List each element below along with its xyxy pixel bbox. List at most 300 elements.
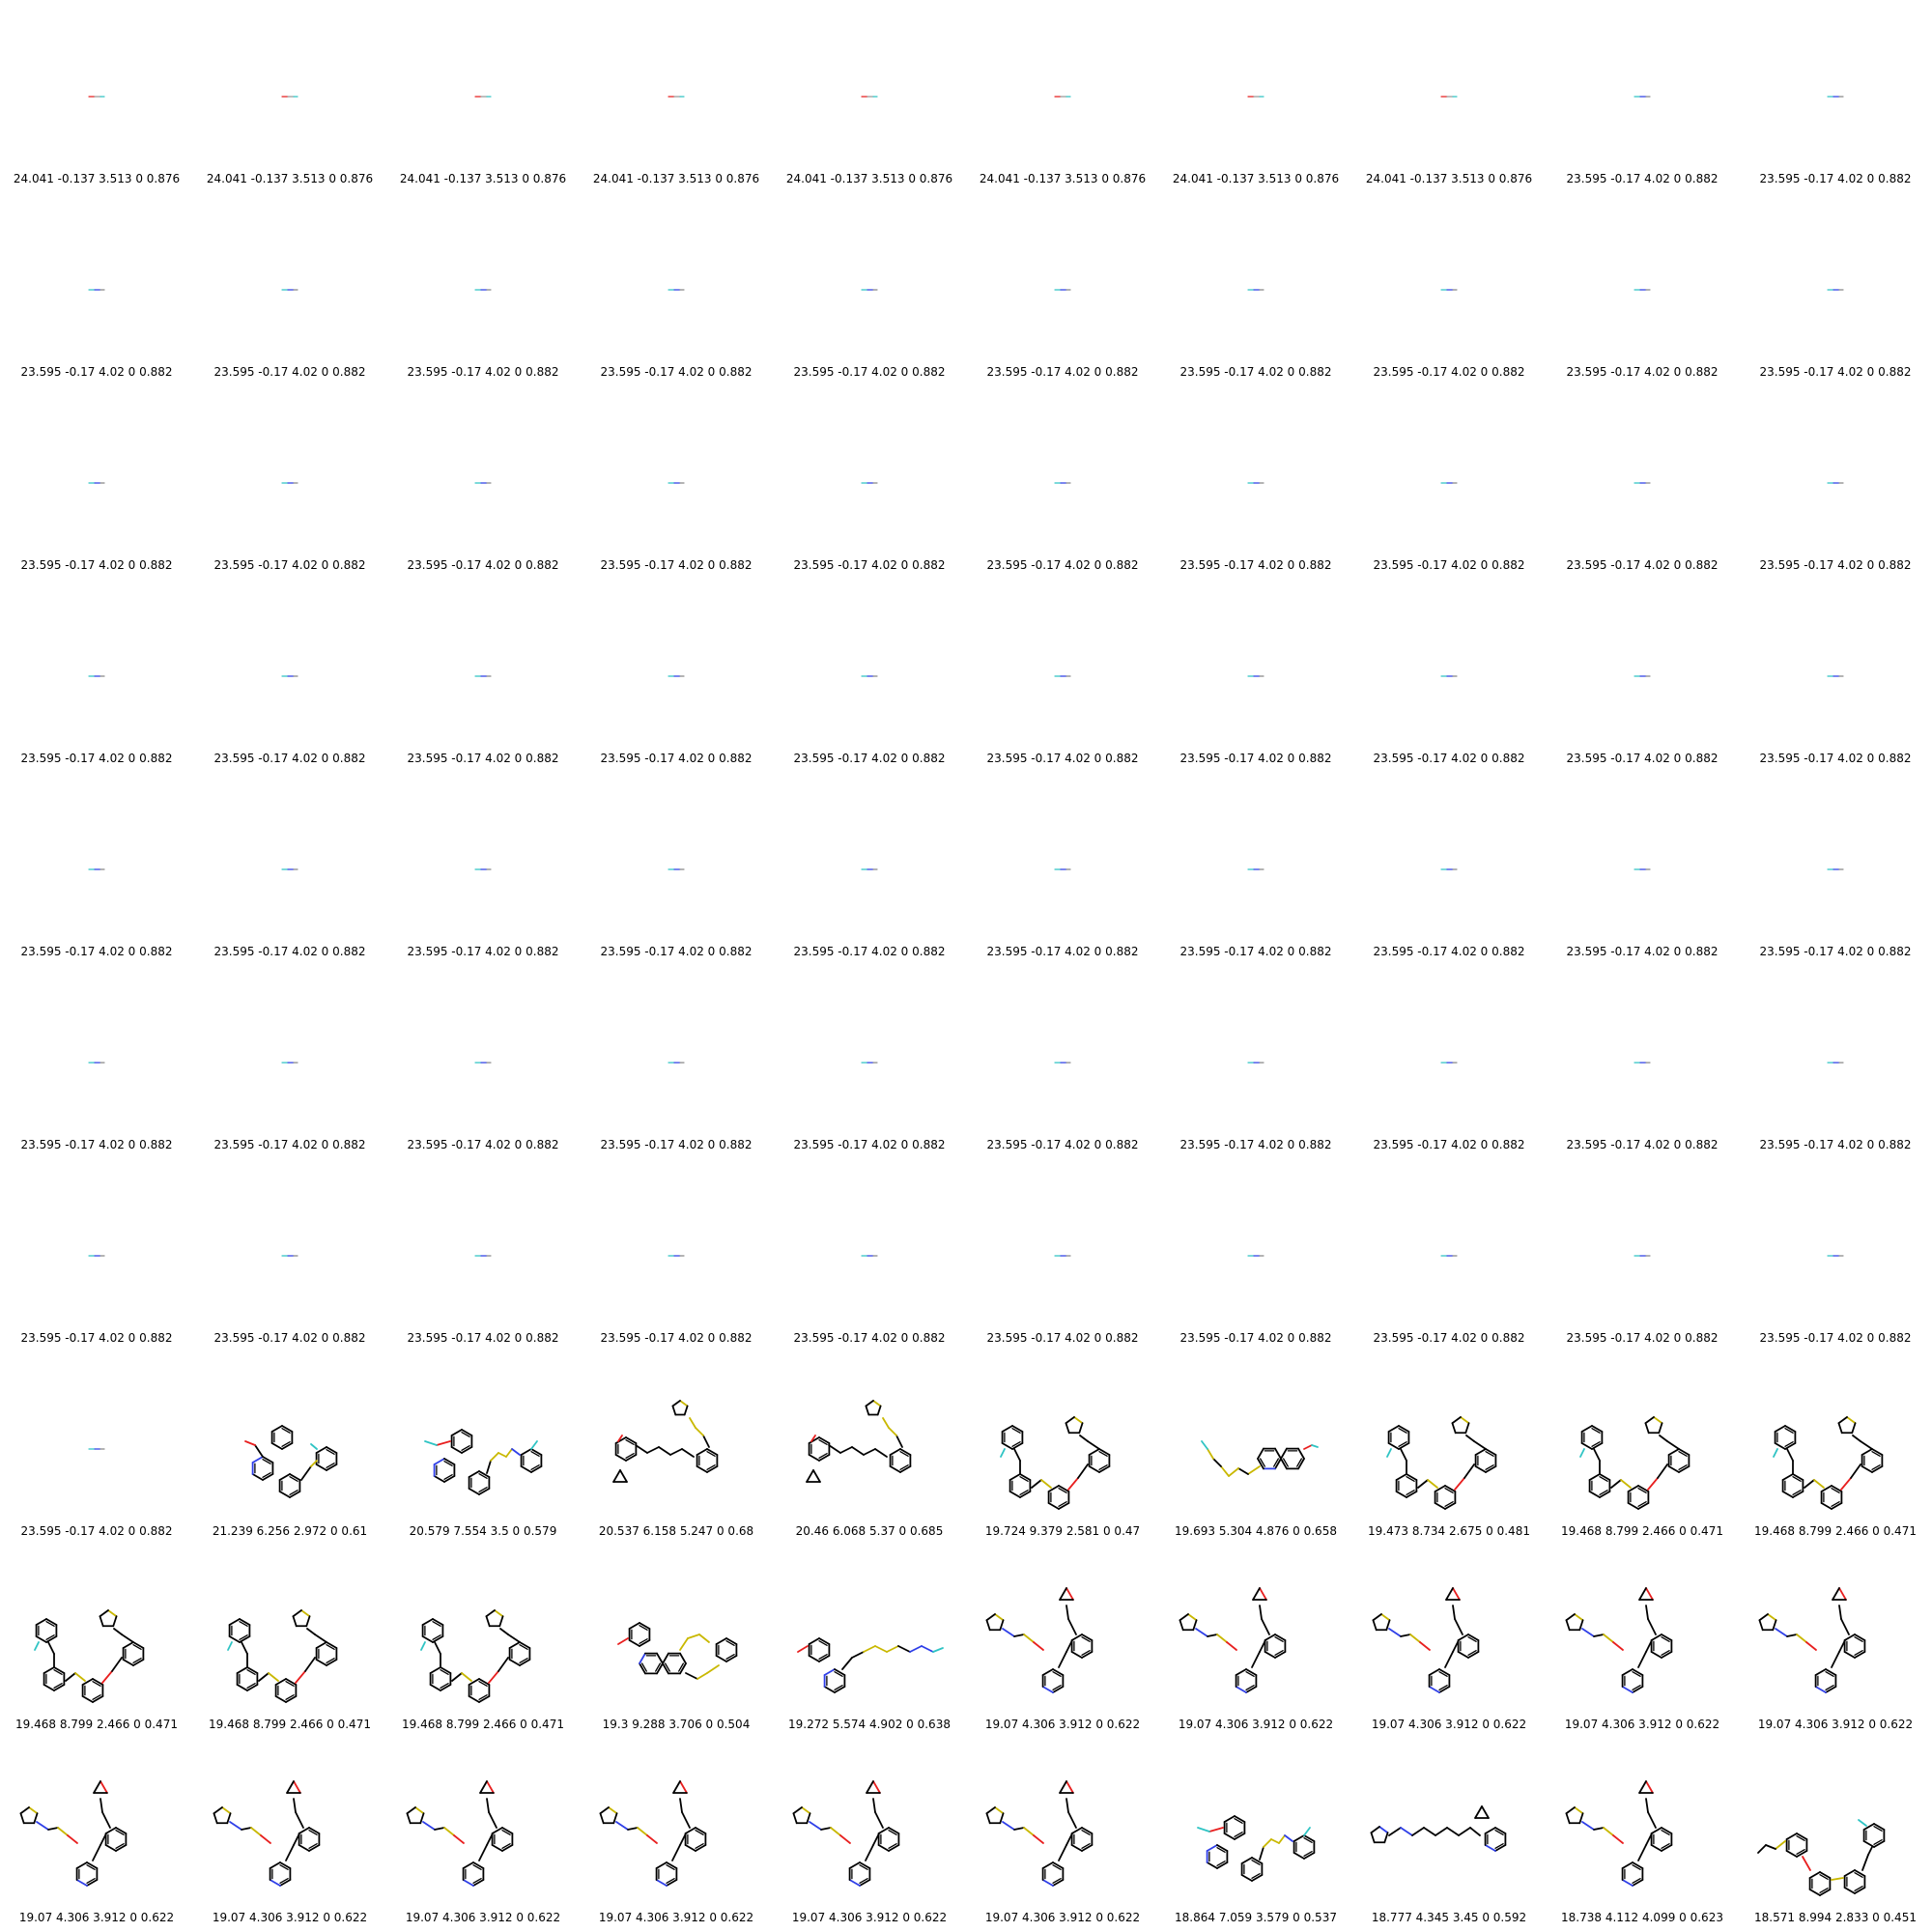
molecule-score-label: 23.595 -0.17 4.02 0 0.882 [1759,365,1912,379]
molecule-cell [1546,773,1739,966]
molecule-structure [0,1352,193,1521]
molecule-cell [773,1159,966,1352]
molecule-structure [1159,580,1352,749]
molecule-cell [580,1739,773,1932]
molecule-cell [386,1739,580,1932]
molecule-structure [580,966,773,1135]
molecule-cell [0,580,193,773]
molecule-score-label: 23.595 -0.17 4.02 0 0.882 [986,752,1139,765]
molecule-cell [193,1546,386,1739]
molecule-cell [1352,193,1546,386]
molecule-cell [1352,1159,1546,1352]
molecule-structure [580,386,773,555]
molecule-cell [773,1546,966,1739]
molecule-score-label: 23.595 -0.17 4.02 0 0.882 [213,558,366,572]
molecule-structure [580,1739,773,1908]
molecule-structure [193,193,386,362]
molecule-cell [966,0,1159,193]
molecule-score-label: 18.571 8.994 2.833 0 0.451 [1754,1911,1917,1924]
molecule-cell [193,580,386,773]
molecule-structure [1546,1739,1739,1908]
molecule-structure [1352,1546,1546,1715]
molecule-cell [193,1352,386,1546]
molecule-structure [773,1546,966,1715]
molecule-structure [386,1546,580,1715]
molecule-score-label: 23.595 -0.17 4.02 0 0.882 [407,558,559,572]
molecule-structure [773,773,966,942]
molecule-cell [1352,386,1546,580]
molecule-cell [1352,1352,1546,1546]
molecule-structure [193,0,386,169]
molecule-structure [1546,1352,1739,1521]
molecule-cell [193,1159,386,1352]
molecule-cell [193,966,386,1159]
molecule-cell [1159,580,1352,773]
molecule-structure [0,0,193,169]
molecule-score-label: 23.595 -0.17 4.02 0 0.882 [793,558,946,572]
molecule-cell [966,386,1159,580]
molecule-cell [1739,773,1932,966]
molecule-score-label: 19.07 4.306 3.912 0 0.622 [18,1911,175,1924]
molecule-structure [1739,0,1932,169]
molecule-structure [580,580,773,749]
molecule-structure [386,0,580,169]
molecule-score-label: 23.595 -0.17 4.02 0 0.882 [1373,752,1525,765]
molecule-cell [193,773,386,966]
molecule-cell [1159,1739,1352,1932]
molecule-cell [1159,386,1352,580]
molecule-structure [386,1159,580,1328]
molecule-cell [1739,193,1932,386]
molecule-score-label: 23.595 -0.17 4.02 0 0.882 [213,1331,366,1345]
molecule-score-label: 23.595 -0.17 4.02 0 0.882 [20,1138,173,1151]
molecule-score-label: 19.07 4.306 3.912 0 0.622 [405,1911,561,1924]
molecule-cell [1546,1546,1739,1739]
molecule-score-label: 23.595 -0.17 4.02 0 0.882 [986,365,1139,379]
molecule-score-label: 23.595 -0.17 4.02 0 0.882 [1373,365,1525,379]
molecule-score-label: 23.595 -0.17 4.02 0 0.882 [407,365,559,379]
molecule-structure [1352,1159,1546,1328]
molecule-cell [386,1352,580,1546]
molecule-structure [1159,0,1352,169]
molecule-cell [386,1546,580,1739]
molecule-structure [193,386,386,555]
molecule-structure [1159,1739,1352,1908]
molecule-cell [1739,580,1932,773]
molecule-score-label: 23.595 -0.17 4.02 0 0.882 [793,752,946,765]
molecule-cell [966,1352,1159,1546]
molecule-cell [1352,580,1546,773]
molecule-structure [0,580,193,749]
molecule-cell [1546,1352,1739,1546]
molecule-structure [1546,386,1739,555]
molecule-cell [193,386,386,580]
molecule-structure [773,386,966,555]
molecule-structure [0,386,193,555]
molecule-structure [966,580,1159,749]
molecule-structure [1352,773,1546,942]
molecule-score-label: 18.777 4.345 3.45 0 0.592 [1371,1911,1527,1924]
molecule-score-label: 23.595 -0.17 4.02 0 0.882 [1759,1331,1912,1345]
molecule-score-label: 19.07 4.306 3.912 0 0.622 [984,1718,1141,1731]
molecule-structure [193,1546,386,1715]
molecule-cell [773,1352,966,1546]
molecule-score-label: 23.595 -0.17 4.02 0 0.882 [1179,1138,1332,1151]
molecule-score-label: 23.595 -0.17 4.02 0 0.882 [1566,365,1719,379]
molecule-cell [1739,1739,1932,1932]
molecule-score-label: 23.595 -0.17 4.02 0 0.882 [213,365,366,379]
molecule-score-label: 23.595 -0.17 4.02 0 0.882 [986,1331,1139,1345]
molecule-structure [386,580,580,749]
molecule-cell [386,193,580,386]
molecule-cell [0,1352,193,1546]
molecule-score-label: 24.041 -0.137 3.513 0 0.876 [1172,172,1340,185]
molecule-score-label: 23.595 -0.17 4.02 0 0.882 [1179,365,1332,379]
molecule-score-label: 20.537 6.158 5.247 0 0.68 [598,1524,754,1538]
molecule-cell [0,0,193,193]
molecule-cell [1159,773,1352,966]
molecule-structure [580,0,773,169]
molecule-structure [966,773,1159,942]
molecule-score-label: 23.595 -0.17 4.02 0 0.882 [1179,945,1332,958]
molecule-structure [1546,0,1739,169]
molecule-score-label: 24.041 -0.137 3.513 0 0.876 [1365,172,1533,185]
molecule-cell [1739,966,1932,1159]
molecule-structure [1739,1159,1932,1328]
molecule-cell [1546,580,1739,773]
molecule-cell [580,1352,773,1546]
molecule-cell [193,0,386,193]
molecule-score-label: 23.595 -0.17 4.02 0 0.882 [600,752,753,765]
molecule-cell [386,580,580,773]
molecule-structure [193,966,386,1135]
molecule-structure [1352,0,1546,169]
molecule-score-label: 23.595 -0.17 4.02 0 0.882 [1759,558,1912,572]
molecule-score-label: 23.595 -0.17 4.02 0 0.882 [20,945,173,958]
molecule-score-label: 23.595 -0.17 4.02 0 0.882 [1759,1138,1912,1151]
molecule-score-label: 23.595 -0.17 4.02 0 0.882 [407,945,559,958]
molecule-score-label: 24.041 -0.137 3.513 0 0.876 [592,172,760,185]
molecule-structure [1352,193,1546,362]
molecule-cell [0,386,193,580]
molecule-score-label: 19.473 8.734 2.675 0 0.481 [1368,1524,1530,1538]
molecule-score-label: 19.07 4.306 3.912 0 0.622 [598,1911,754,1924]
molecule-cell [966,773,1159,966]
molecule-structure [386,1352,580,1521]
molecule-score-label: 23.595 -0.17 4.02 0 0.882 [407,1331,559,1345]
molecule-cell [0,773,193,966]
molecule-score-label: 24.041 -0.137 3.513 0 0.876 [13,172,181,185]
molecule-cell [1546,386,1739,580]
molecule-cell [773,580,966,773]
molecule-structure [966,1159,1159,1328]
molecule-structure [193,1739,386,1908]
molecule-score-label: 19.07 4.306 3.912 0 0.622 [1371,1718,1527,1731]
molecule-score-label: 19.693 5.304 4.876 0 0.658 [1175,1524,1337,1538]
molecule-structure [773,1352,966,1521]
molecule-structure [580,1159,773,1328]
molecule-structure [0,773,193,942]
molecule-cell [1352,773,1546,966]
molecule-cell [193,193,386,386]
molecule-cell [773,0,966,193]
molecule-score-label: 20.579 7.554 3.5 0 0.579 [409,1524,557,1538]
molecule-cell [0,1546,193,1739]
molecule-structure [966,1739,1159,1908]
molecule-cell [386,0,580,193]
molecule-cell [1546,1159,1739,1352]
molecule-structure [1739,966,1932,1135]
molecule-structure [966,1546,1159,1715]
molecule-structure [580,193,773,362]
molecule-score-label: 19.3 9.288 3.706 0 0.504 [602,1718,751,1731]
molecule-structure [0,193,193,362]
molecule-cell [1159,966,1352,1159]
molecule-structure [1352,1739,1546,1908]
molecule-structure [1739,1739,1932,1908]
molecule-structure [0,1739,193,1908]
molecule-cell [773,386,966,580]
molecule-score-label: 19.07 4.306 3.912 0 0.622 [1564,1718,1720,1731]
molecule-cell [773,1739,966,1932]
molecule-cell [580,966,773,1159]
molecule-structure [1546,966,1739,1135]
molecule-cell [1739,1546,1932,1739]
molecule-cell [580,193,773,386]
molecule-cell [1352,0,1546,193]
molecule-structure [1546,773,1739,942]
molecule-structure [1159,386,1352,555]
molecule-cell [0,1739,193,1932]
molecule-score-label: 19.07 4.306 3.912 0 0.622 [212,1911,368,1924]
molecule-score-label: 23.595 -0.17 4.02 0 0.882 [600,1138,753,1151]
molecule-cell [966,1546,1159,1739]
molecule-score-label: 23.595 -0.17 4.02 0 0.882 [1759,945,1912,958]
molecule-structure [193,580,386,749]
molecule-cell [773,773,966,966]
molecule-cell [0,1159,193,1352]
molecule-score-label: 23.595 -0.17 4.02 0 0.882 [213,1138,366,1151]
molecule-cell [773,193,966,386]
molecule-score-label: 23.595 -0.17 4.02 0 0.882 [1179,1331,1332,1345]
molecule-score-label: 18.738 4.112 4.099 0 0.623 [1561,1911,1723,1924]
molecule-score-label: 23.595 -0.17 4.02 0 0.882 [1373,1138,1525,1151]
molecule-cell [193,1739,386,1932]
molecule-score-label: 24.041 -0.137 3.513 0 0.876 [979,172,1147,185]
molecule-score-label: 19.724 9.379 2.581 0 0.47 [984,1524,1141,1538]
molecule-structure [1739,1546,1932,1715]
molecule-score-label: 23.595 -0.17 4.02 0 0.882 [1179,558,1332,572]
molecule-score-label: 18.864 7.059 3.579 0 0.537 [1175,1911,1337,1924]
molecule-structure [1739,193,1932,362]
molecule-score-label: 23.595 -0.17 4.02 0 0.882 [1373,945,1525,958]
molecule-score-label: 23.595 -0.17 4.02 0 0.882 [213,945,366,958]
molecule-cell [1546,193,1739,386]
molecule-structure [1352,1352,1546,1521]
molecule-structure [193,1159,386,1328]
molecule-cell [1352,966,1546,1159]
molecule-score-label: 23.595 -0.17 4.02 0 0.882 [1179,752,1332,765]
molecule-score-label: 24.041 -0.137 3.513 0 0.876 [399,172,567,185]
molecule-score-label: 23.595 -0.17 4.02 0 0.882 [600,558,753,572]
molecule-structure [386,193,580,362]
molecule-score-label: 23.595 -0.17 4.02 0 0.882 [986,558,1139,572]
molecule-structure [1739,773,1932,942]
molecule-cell [1352,1739,1546,1932]
molecule-cell [1739,0,1932,193]
molecule-score-label: 23.595 -0.17 4.02 0 0.882 [1566,558,1719,572]
molecule-structure [1159,1352,1352,1521]
molecule-score-label: 19.07 4.306 3.912 0 0.622 [1178,1718,1334,1731]
molecule-score-label: 23.595 -0.17 4.02 0 0.882 [986,1138,1139,1151]
molecule-structure [0,1546,193,1715]
molecule-cell [1546,966,1739,1159]
molecule-cell [386,386,580,580]
molecule-structure [966,1352,1159,1521]
molecule-structure [966,193,1159,362]
molecule-score-label: 23.595 -0.17 4.02 0 0.882 [1566,1331,1719,1345]
molecule-structure [1546,1159,1739,1328]
molecule-score-label: 23.595 -0.17 4.02 0 0.882 [1566,172,1719,185]
molecule-cell [1352,1546,1546,1739]
molecule-cell [1159,0,1352,193]
molecule-structure [1546,193,1739,362]
molecule-structure [1159,773,1352,942]
molecule-structure [386,966,580,1135]
molecule-score-label: 23.595 -0.17 4.02 0 0.882 [986,945,1139,958]
molecule-cell [966,1159,1159,1352]
molecule-score-label: 23.595 -0.17 4.02 0 0.882 [1373,558,1525,572]
molecule-score-label: 23.595 -0.17 4.02 0 0.882 [407,1138,559,1151]
molecule-cell [580,0,773,193]
molecule-cell [1546,0,1739,193]
molecule-score-label: 24.041 -0.137 3.513 0 0.876 [206,172,374,185]
molecule-score-label: 23.595 -0.17 4.02 0 0.882 [793,1331,946,1345]
molecule-score-label: 23.595 -0.17 4.02 0 0.882 [20,558,173,572]
molecule-cell [580,580,773,773]
molecule-cell [1739,1352,1932,1546]
molecule-score-label: 19.272 5.574 4.902 0 0.638 [788,1718,951,1731]
molecule-structure [773,0,966,169]
molecule-structure [1352,966,1546,1135]
molecule-score-label: 19.468 8.799 2.466 0 0.471 [15,1718,178,1731]
molecule-score-label: 23.595 -0.17 4.02 0 0.882 [793,1138,946,1151]
molecule-structure [1159,193,1352,362]
molecule-structure [386,773,580,942]
molecule-score-label: 20.46 6.068 5.37 0 0.685 [795,1524,944,1538]
molecule-score-label: 23.595 -0.17 4.02 0 0.882 [1373,1331,1525,1345]
molecule-structure [1546,580,1739,749]
molecule-score-label: 19.07 4.306 3.912 0 0.622 [791,1911,948,1924]
molecule-structure [386,1739,580,1908]
molecule-score-label: 23.595 -0.17 4.02 0 0.882 [20,1331,173,1345]
molecule-score-label: 23.595 -0.17 4.02 0 0.882 [1759,752,1912,765]
molecule-structure [193,1352,386,1521]
molecule-structure [193,773,386,942]
molecule-structure [1739,1352,1932,1521]
molecule-cell [580,773,773,966]
molecule-structure [773,1739,966,1908]
molecule-cell [1159,1159,1352,1352]
molecule-structure [773,193,966,362]
molecule-cell [773,966,966,1159]
molecule-score-label: 21.239 6.256 2.972 0 0.61 [212,1524,368,1538]
molecule-score-label: 19.468 8.799 2.466 0 0.471 [1561,1524,1723,1538]
molecule-score-label: 23.595 -0.17 4.02 0 0.882 [600,365,753,379]
molecule-structure [773,1159,966,1328]
molecule-cell [0,193,193,386]
molecule-structure [1352,386,1546,555]
molecule-cell [386,773,580,966]
molecule-score-label: 23.595 -0.17 4.02 0 0.882 [20,752,173,765]
molecule-score-label: 23.595 -0.17 4.02 0 0.882 [20,1524,173,1538]
molecule-structure [1159,1159,1352,1328]
molecule-cell [580,386,773,580]
molecule-cell [1159,1546,1352,1739]
molecule-score-label: 23.595 -0.17 4.02 0 0.882 [213,752,366,765]
molecule-structure [1352,580,1546,749]
molecule-cell [1159,1352,1352,1546]
molecule-structure [580,773,773,942]
molecule-cell [1739,1159,1932,1352]
molecule-cell [580,1546,773,1739]
molecule-score-label: 23.595 -0.17 4.02 0 0.882 [1566,945,1719,958]
molecule-score-label: 23.595 -0.17 4.02 0 0.882 [1566,1138,1719,1151]
molecule-cell [580,1159,773,1352]
molecule-structure [580,1546,773,1715]
molecule-cell [0,966,193,1159]
molecule-structure [966,386,1159,555]
molecule-cell [1159,193,1352,386]
molecule-structure [1739,580,1932,749]
molecule-cell [966,1739,1159,1932]
molecule-score-label: 19.468 8.799 2.466 0 0.471 [402,1718,564,1731]
molecule-structure [580,1352,773,1521]
molecule-cell [1546,1739,1739,1932]
molecule-score-label: 19.07 4.306 3.912 0 0.622 [1757,1718,1914,1731]
molecule-cell [386,966,580,1159]
molecule-score-label: 24.041 -0.137 3.513 0 0.876 [785,172,953,185]
molecule-score-label: 23.595 -0.17 4.02 0 0.882 [1566,752,1719,765]
molecule-structure [0,966,193,1135]
molecule-cell [966,966,1159,1159]
molecule-structure [966,966,1159,1135]
molecule-score-label: 23.595 -0.17 4.02 0 0.882 [407,752,559,765]
molecule-cell [966,580,1159,773]
molecule-score-label: 23.595 -0.17 4.02 0 0.882 [600,945,753,958]
molecule-structure [966,0,1159,169]
molecule-cell [966,193,1159,386]
molecule-score-label: 19.468 8.799 2.466 0 0.471 [209,1718,371,1731]
molecule-cell [386,1159,580,1352]
molecule-score-label: 19.07 4.306 3.912 0 0.622 [984,1911,1141,1924]
molecule-score-label: 19.468 8.799 2.466 0 0.471 [1754,1524,1917,1538]
molecule-structure [1159,1546,1352,1715]
molecule-score-label: 23.595 -0.17 4.02 0 0.882 [1759,172,1912,185]
molecule-structure [0,1159,193,1328]
molecule-score-label: 23.595 -0.17 4.02 0 0.882 [600,1331,753,1345]
molecule-structure [773,966,966,1135]
molecule-cell [1739,386,1932,580]
molecule-structure [1546,1546,1739,1715]
molecule-score-label: 23.595 -0.17 4.02 0 0.882 [793,945,946,958]
molecule-structure [1739,386,1932,555]
molecule-score-label: 23.595 -0.17 4.02 0 0.882 [793,365,946,379]
molecule-structure [773,580,966,749]
molecule-structure [1159,966,1352,1135]
molecule-structure [386,386,580,555]
molecule-score-label: 23.595 -0.17 4.02 0 0.882 [20,365,173,379]
